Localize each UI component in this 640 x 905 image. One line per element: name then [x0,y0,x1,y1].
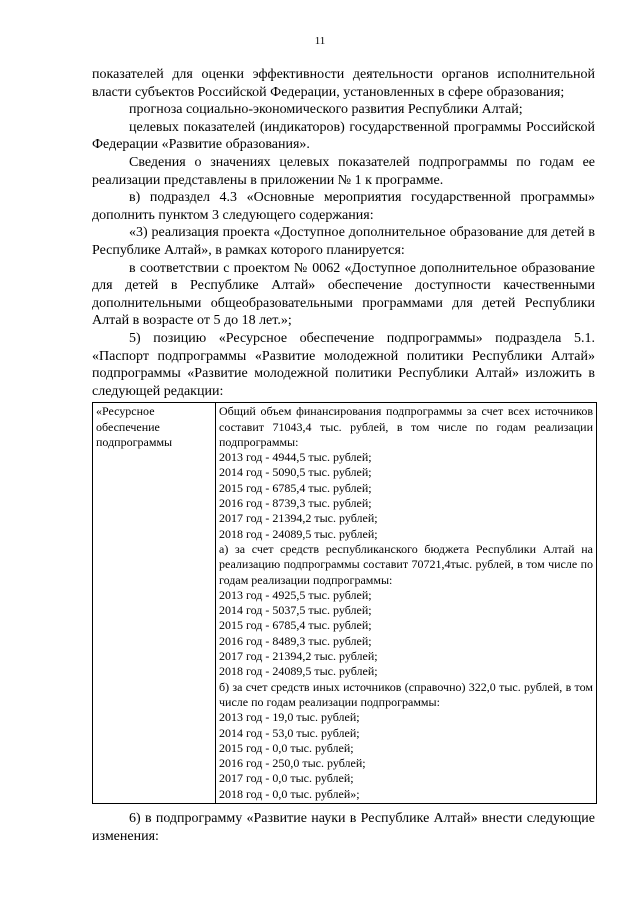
table-line: 2013 год - 4944,5 тыс. рублей; [219,450,372,465]
table-line: 2016 год - 8489,3 тыс. рублей; [219,633,372,648]
paragraphs-before-table [92,66,595,400]
table-line: 2016 год - 8739,3 тыс. рублей; [219,496,372,511]
table-line: а) за счет средств республиканского бюджета Республики Алтай на реализацию подпрограммы составит 70721,4тыс. рублей, в том числе по годам реализации подпрограммы: [219,541,593,587]
paragraph: Сведения о значениях целевых показателей подпрограммы по годам ее реализации представлены в приложении № 1 к программе. [92,154,595,188]
paragraph: 5) позицию «Ресурсное обеспечение подпрограммы» подраздела 5.1. «Паспорт подпрограммы «Развитие молодежной политики Республики Алтай» подпрограммы «Развитие молодежной политики Республики Алтай» изложить в следующей редакции: [92,330,595,399]
table-line: 2017 год - 21394,2 тыс. рублей; [219,511,378,526]
table-line: 2014 год - 53,0 тыс. рублей; [219,725,360,740]
table-line: 2018 год - 0,0 тыс. рублей»; [219,786,360,801]
paragraph: прогноза социально-экономического развития Республики Алтай; [129,102,523,118]
table-left-cell: «Ресурсное обеспечение подпрограммы [93,403,216,804]
table-line: 2018 год - 24089,5 тыс. рублей; [219,526,378,541]
table-line: 2017 год - 21394,2 тыс. рублей; [219,649,378,664]
resource-table [92,402,597,804]
table-row [93,403,597,804]
table-line: Общий объем финансирования подпрограммы за счет всех источников составит 71043,4 тыс. рублей, в том числе по годам реализации подпрограммы: [219,404,593,449]
paragraph: в) подраздел 4.3 «Основные мероприятия государственной программы» дополнить пунктом 3 следующего содержания: [92,190,595,223]
table-line: 2014 год - 5090,5 тыс. рублей; [219,465,372,480]
paragraph: «3) реализация проекта «Доступное дополнительное образование для детей в Республике Алтай», в рамках которого планируется: [92,225,595,258]
paragraph-after-table: 6) в подпрограмму «Развитие науки в Республике Алтай» внести следующие изменения: [92,811,595,844]
table-line: 2015 год - 6785,4 тыс. рублей; [219,480,372,495]
paragraph: в соответствии с проектом № 0062 «Доступное дополнительное образование для детей в Республике Алтай» обеспечение доступности качественными дополнительными общеобразовательными программами для детей Республики Алтай в возрасте от 5 до 18 лет.»; [92,260,595,329]
table-line: 2013 год - 19,0 тыс. рублей; [219,710,360,725]
paragraph: целевых показателей (индикаторов) государственной программы Российской Федерации «Развитие образования». [92,119,595,153]
table-line: б) за счет средств иных источников (справочно) 322,0 тыс. рублей, в том числе по годам реализации подпрограммы: [219,679,593,709]
table-line: 2015 год - 6785,4 тыс. рублей; [219,618,372,633]
table-right-cell [216,403,597,804]
table-line: 2016 год - 250,0 тыс. рублей; [219,756,366,771]
table-line: 2018 год - 24089,5 тыс. рублей; [219,664,378,679]
table-line: 2017 год - 0,0 тыс. рублей; [219,771,354,786]
table-line: 2013 год - 4925,5 тыс. рублей; [219,587,372,602]
page-number: 11 [314,35,326,47]
document-body [92,66,595,845]
paragraph: показателей для оценки эффективности деятельности органов исполнительной власти субъектов Российской Федерации, установленных в сфере образования; [92,67,595,100]
table-line: 2014 год - 5037,5 тыс. рублей; [219,603,372,618]
table-line: 2015 год - 0,0 тыс. рублей; [219,740,354,755]
